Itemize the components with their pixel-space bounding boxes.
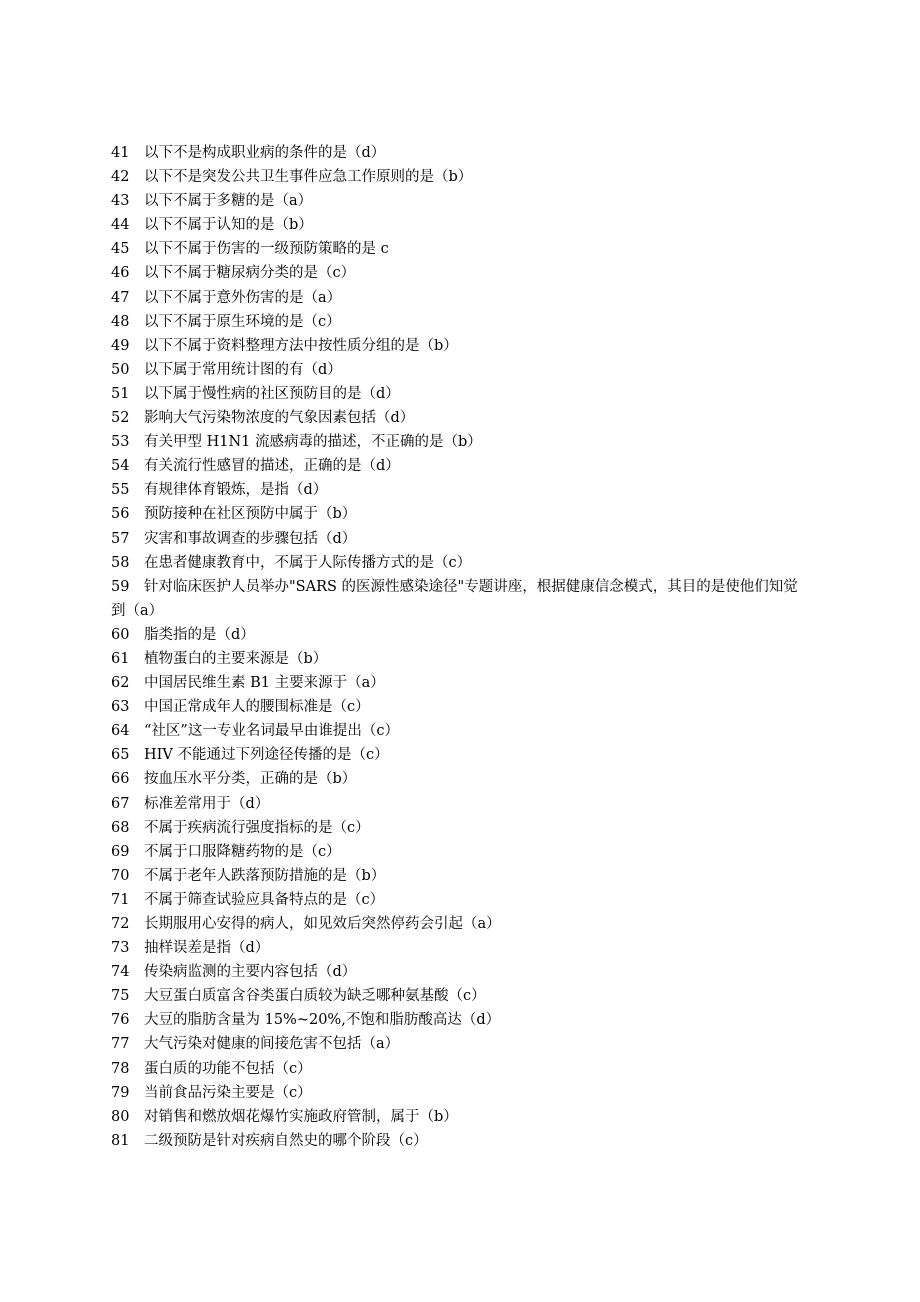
question-number: 74 bbox=[111, 964, 130, 981]
question-text: 在患者健康教育中，不属于人际传播方式的是（c） bbox=[144, 554, 472, 571]
question-text: 不属于疾病流行强度指标的是（c） bbox=[144, 819, 370, 836]
question-number: 66 bbox=[111, 771, 130, 788]
question-item bbox=[111, 840, 811, 864]
question-number: 55 bbox=[111, 482, 130, 499]
question-number: 49 bbox=[111, 337, 130, 354]
question-number: 54 bbox=[111, 458, 130, 475]
question-number: 48 bbox=[111, 313, 130, 330]
question-text: 以下不属于糖尿病分类的是（c） bbox=[144, 265, 356, 282]
question-number: 59 bbox=[111, 578, 130, 595]
question-number: 68 bbox=[111, 819, 130, 836]
question-text: 以下不属于多糖的是（a） bbox=[144, 193, 313, 210]
question-number: 53 bbox=[111, 434, 130, 451]
question-number: 71 bbox=[111, 891, 130, 908]
question-text: 传染病监测的主要内容包括（d） bbox=[144, 964, 357, 981]
question-text: 以下不属于伤害的一级预防策略的是 c bbox=[144, 241, 389, 258]
question-number: 69 bbox=[111, 843, 130, 860]
question-number: 77 bbox=[111, 1036, 130, 1053]
question-number: 43 bbox=[111, 193, 130, 210]
question-item bbox=[111, 213, 811, 237]
question-text: 影响大气污染物浓度的气象因素包括（d） bbox=[144, 410, 415, 427]
question-item bbox=[111, 1081, 811, 1105]
question-item bbox=[111, 165, 811, 189]
question-item bbox=[111, 912, 811, 936]
question-number: 65 bbox=[111, 747, 130, 764]
question-number: 44 bbox=[111, 217, 130, 234]
question-item bbox=[111, 984, 811, 1008]
question-item bbox=[111, 237, 811, 261]
question-text: 按血压水平分类，正确的是（b） bbox=[144, 771, 357, 788]
question-number: 78 bbox=[111, 1060, 130, 1077]
question-number: 41 bbox=[111, 145, 130, 161]
question-number: 57 bbox=[111, 530, 130, 547]
question-text: 不属于筛查试验应具备特点的是（c） bbox=[144, 891, 385, 908]
question-item bbox=[111, 1105, 811, 1129]
question-text: 长期服用心安得的病人，如见效后突然停药会引起（a） bbox=[144, 916, 501, 932]
question-item bbox=[111, 406, 811, 430]
question-item bbox=[111, 478, 811, 502]
question-text: 大气污染对健康的间接危害不包括（a） bbox=[144, 1036, 400, 1053]
question-item bbox=[111, 1032, 811, 1056]
question-number: 72 bbox=[111, 916, 130, 932]
question-item bbox=[111, 1057, 811, 1081]
question-number: 60 bbox=[111, 626, 130, 643]
question-item bbox=[111, 286, 811, 310]
question-text: 大豆的脂肪含量为 15%~20%,不饱和脂肪酸高达（d） bbox=[144, 1012, 501, 1029]
question-text: 以下不是突发公共卫生事件应急工作原则的是（b） bbox=[144, 169, 473, 186]
question-item bbox=[111, 719, 811, 743]
question-number: 52 bbox=[111, 410, 130, 427]
question-item bbox=[111, 454, 811, 478]
question-text: 预防接种在社区预防中属于（b） bbox=[144, 506, 357, 523]
question-number: 42 bbox=[111, 169, 130, 186]
question-number: 63 bbox=[111, 699, 130, 716]
question-text: 对销售和燃放烟花爆竹实施政府管制，属于（b） bbox=[144, 1108, 458, 1125]
question-text: 以下属于慢性病的社区预防目的是（d） bbox=[144, 385, 400, 402]
question-text: 针对临床医护人员举办"SARS 的医源性感染途径"专题讲座，根据健康信念模式，其目的是使他们知觉到（a） bbox=[111, 578, 798, 619]
question-text: 当前食品污染主要是（c） bbox=[144, 1084, 312, 1101]
question-item bbox=[111, 960, 811, 984]
question-text: 中国居民维生素 B1 主要来源于（a） bbox=[144, 675, 385, 692]
question-item bbox=[111, 1008, 811, 1032]
question-text: “社区”这一专业名词最早由谁提出（c） bbox=[144, 723, 399, 740]
question-text: 中国正常成年人的腰围标准是（c） bbox=[144, 699, 370, 716]
question-item bbox=[111, 647, 811, 671]
question-item bbox=[111, 430, 811, 454]
question-item bbox=[111, 575, 811, 623]
question-item bbox=[111, 743, 811, 767]
question-text: 脂类指的是（d） bbox=[144, 626, 255, 643]
question-item bbox=[111, 310, 811, 334]
question-text: 大豆蛋白质富含谷类蛋白质较为缺乏哪种氨基酸（c） bbox=[144, 988, 486, 1005]
question-text: 不属于老年人跌落预防措施的是（b） bbox=[144, 867, 386, 884]
question-item bbox=[111, 767, 811, 791]
question-item bbox=[111, 792, 811, 816]
question-item bbox=[111, 189, 811, 213]
question-number: 70 bbox=[111, 867, 130, 884]
question-item bbox=[111, 671, 811, 695]
question-item bbox=[111, 502, 811, 526]
question-number: 79 bbox=[111, 1084, 130, 1101]
question-number: 81 bbox=[111, 1132, 130, 1149]
question-number: 62 bbox=[111, 675, 130, 692]
question-text: 以下不属于原生环境的是（c） bbox=[144, 313, 341, 330]
question-item bbox=[111, 141, 811, 165]
question-number: 51 bbox=[111, 385, 130, 402]
question-text: HIV 不能通过下列途径传播的是（c） bbox=[144, 747, 389, 764]
question-item bbox=[111, 551, 811, 575]
question-text: 以下不是构成职业病的条件的是（d） bbox=[144, 145, 386, 161]
question-text: 有规律体育锻炼，是指（d） bbox=[144, 482, 328, 499]
question-item bbox=[111, 261, 811, 285]
question-number: 50 bbox=[111, 361, 130, 378]
question-text: 以下属于常用统计图的有（d） bbox=[144, 361, 342, 378]
question-number: 75 bbox=[111, 988, 130, 1005]
question-item bbox=[111, 527, 811, 551]
question-item bbox=[111, 623, 811, 647]
question-text: 有关流行性感冒的描述，正确的是（d） bbox=[144, 458, 400, 475]
question-text: 以下不属于意外伤害的是（a） bbox=[144, 289, 342, 306]
question-number: 76 bbox=[111, 1012, 130, 1029]
question-text: 标准差常用于（d） bbox=[144, 795, 270, 812]
question-item bbox=[111, 695, 811, 719]
question-item bbox=[111, 864, 811, 888]
question-number: 56 bbox=[111, 506, 130, 523]
question-item bbox=[111, 936, 811, 960]
question-text: 植物蛋白的主要来源是（b） bbox=[144, 650, 328, 667]
question-text: 二级预防是针对疾病自然史的哪个阶段（c） bbox=[144, 1132, 428, 1149]
question-text: 以下不属于认知的是（b） bbox=[144, 217, 313, 234]
question-text: 有关甲型 H1N1 流感病毒的描述，不正确的是（b） bbox=[144, 434, 482, 451]
question-number: 46 bbox=[111, 265, 130, 282]
question-number: 73 bbox=[111, 940, 130, 957]
question-number: 61 bbox=[111, 650, 130, 667]
question-item bbox=[111, 816, 811, 840]
question-item bbox=[111, 334, 811, 358]
question-item bbox=[111, 382, 811, 406]
question-number: 67 bbox=[111, 795, 130, 812]
question-text: 以下不属于资料整理方法中按性质分组的是（b） bbox=[144, 337, 458, 354]
question-list bbox=[111, 141, 811, 1153]
question-number: 45 bbox=[111, 241, 130, 258]
question-number: 80 bbox=[111, 1108, 130, 1125]
question-number: 64 bbox=[111, 723, 130, 740]
question-text: 蛋白质的功能不包括（c） bbox=[144, 1060, 312, 1077]
question-item bbox=[111, 358, 811, 382]
question-item bbox=[111, 888, 811, 912]
question-number: 58 bbox=[111, 554, 130, 571]
question-number: 47 bbox=[111, 289, 130, 306]
question-text: 抽样误差是指（d） bbox=[144, 940, 270, 957]
question-text: 灾害和事故调查的步骤包括（d） bbox=[144, 530, 357, 547]
question-text: 不属于口服降糖药物的是（c） bbox=[144, 843, 341, 860]
question-item bbox=[111, 1129, 811, 1153]
